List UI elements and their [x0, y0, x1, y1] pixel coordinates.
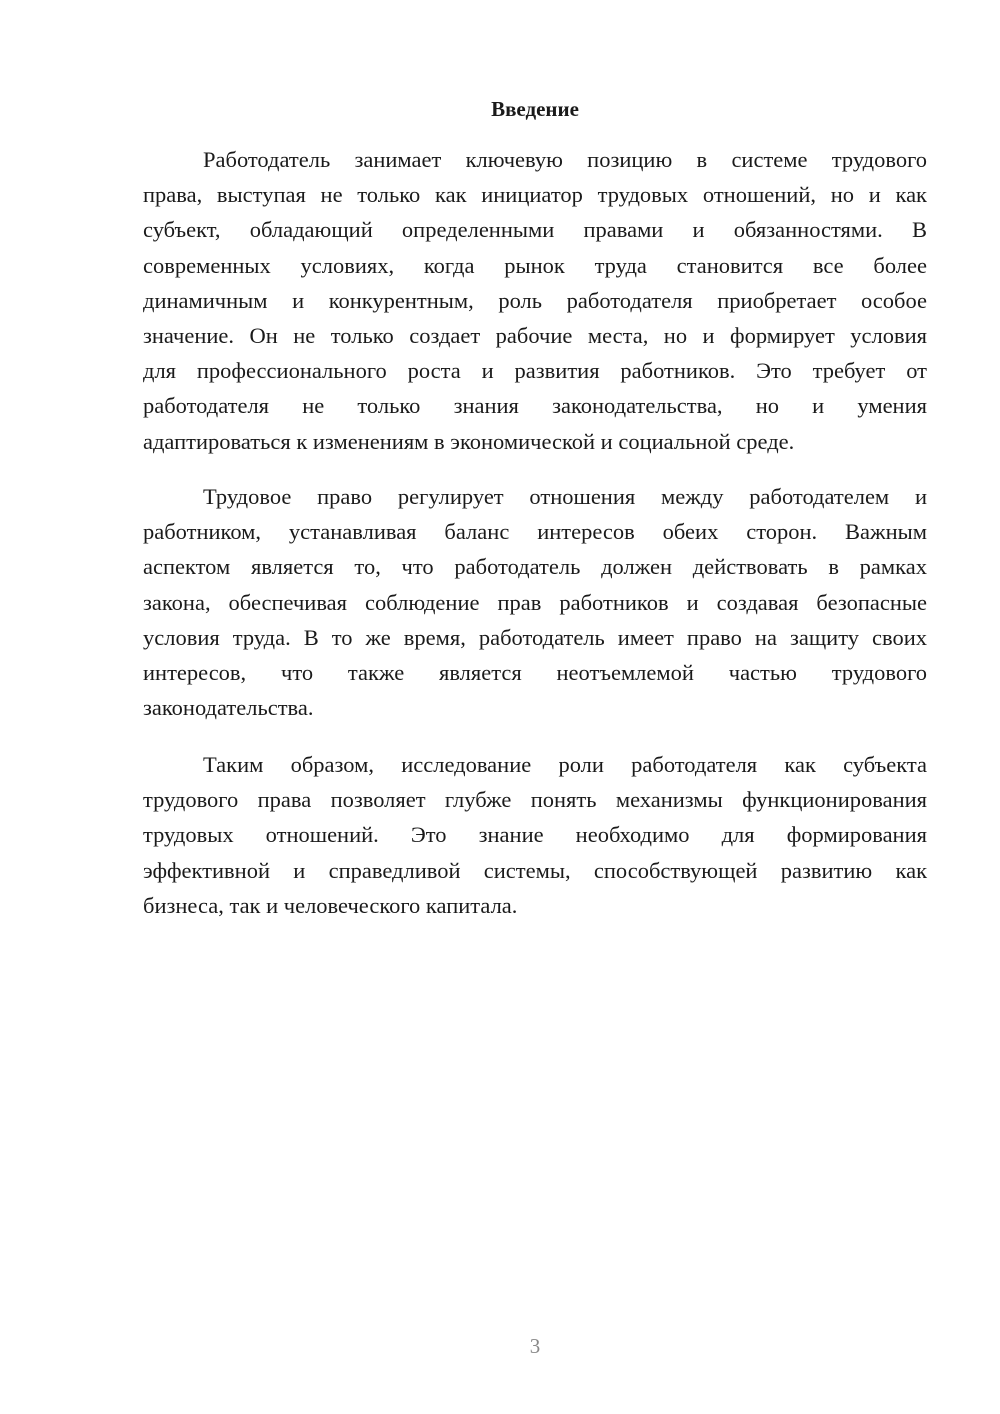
- text-line: интересов, что также является неотъемлемой частью трудового: [143, 659, 927, 685]
- text-line: для профессионального роста и развития работников. Это требует от: [143, 358, 927, 384]
- text-line: трудовых отношений. Это знание необходимо для формирования: [143, 822, 927, 848]
- text-line: права, выступая не только как инициатор трудовых отношений, но и как: [143, 182, 927, 208]
- text-line: законодательства.: [143, 695, 314, 721]
- text-line: условия труда. В то же время, работодатель имеет право на защиту своих: [143, 624, 927, 650]
- text-line: закона, обеспечивая соблюдение прав работников и создавая безопасные: [143, 589, 927, 615]
- text-line: современных условиях, когда рынок труда становится все более: [143, 252, 927, 278]
- paragraph-1: [143, 142, 927, 459]
- text-line: работником, устанавливая баланс интересов обеих сторон. Важным: [143, 519, 927, 545]
- text-line: эффективной и справедливой системы, способствующей развитию как: [143, 857, 927, 883]
- section-title: Введение: [491, 97, 579, 121]
- text-line: Таким образом, исследование роли работодателя как субъекта: [203, 752, 927, 777]
- text-line: бизнеса, так и человеческого капитала.: [143, 892, 518, 918]
- text-line: работодателя не только знания законодательства, но и умения: [143, 393, 927, 419]
- text-line: адаптироваться к изменениям в экономической и социальной среде.: [143, 428, 795, 454]
- text-line: Трудовое право регулирует отношения между работодателем и: [203, 484, 927, 509]
- text-line: аспектом является то, что работодатель должен действовать в рамках: [143, 554, 927, 580]
- text-line: субъект, обладающий определенными правами и обязанностями. В: [143, 217, 927, 243]
- text-line: трудового права позволяет глубже понять механизмы функционирования: [143, 787, 927, 813]
- page-number: 3: [529, 1334, 541, 1358]
- paragraph-3: [143, 747, 927, 923]
- text-line: значение. Он не только создает рабочие места, но и формирует условия: [143, 322, 927, 348]
- text-line: Работодатель занимает ключевую позицию в системе трудового: [203, 147, 927, 172]
- paragraph-2: [143, 479, 927, 725]
- text-line: динамичным и конкурентным, роль работодателя приобретает особое: [143, 287, 927, 313]
